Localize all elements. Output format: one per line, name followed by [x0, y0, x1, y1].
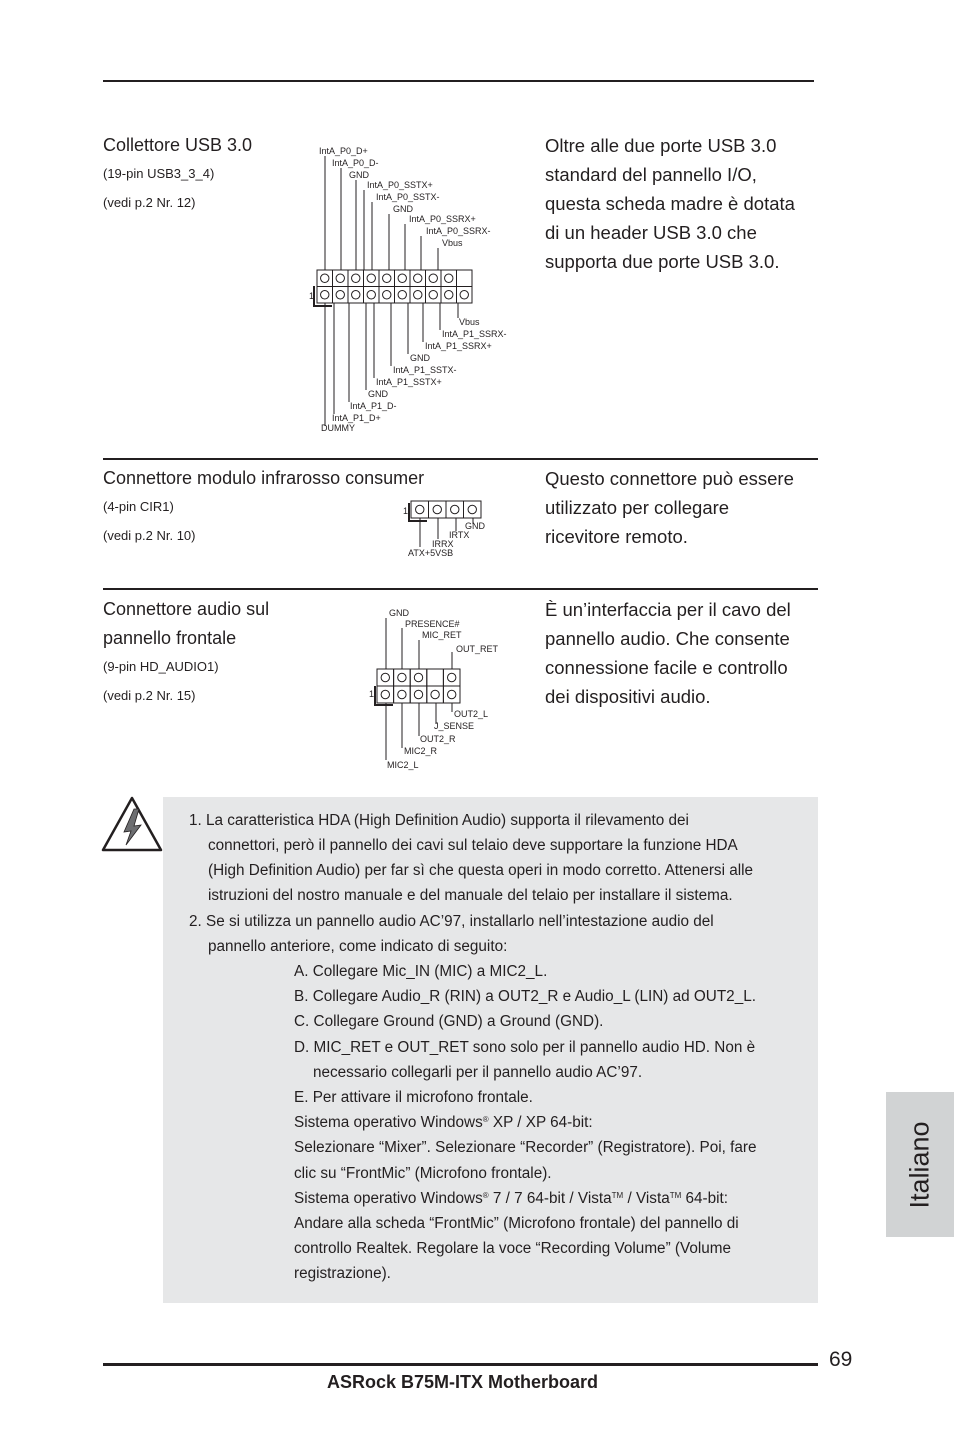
usb3-pin-label: IntA_P0_SSRX+: [409, 214, 476, 224]
audio-pin-label: GND: [389, 608, 409, 618]
pin: [431, 690, 439, 698]
usb3-title: Collettore USB 3.0: [103, 135, 253, 155]
pin-cell: [394, 686, 411, 703]
pin: [398, 673, 406, 681]
audio-pin1-marker: 1: [369, 689, 375, 699]
usb3-pin-label: GND: [368, 389, 388, 399]
page-number: 69: [829, 1348, 853, 1371]
usb3-pin-label: IntA_P1_SSRX-: [442, 329, 507, 339]
audio-pin-label: MIC2_R: [404, 746, 438, 756]
cir-ref: (vedi p.2 Nr. 10): [103, 528, 196, 543]
usb3-pin-label: IntA_P1_D-: [350, 401, 397, 411]
usb3-pin-label: IntA_P0_SSRX-: [426, 226, 491, 236]
pin: [398, 690, 406, 698]
pin-cell: [427, 669, 444, 686]
pin-cell: [394, 669, 411, 686]
audio-title: Connettore audio sul pannello frontale: [103, 599, 270, 648]
language-tab: [886, 1092, 954, 1237]
usb3-pin-label: IntA_P0_SSTX+: [367, 180, 433, 190]
note-1-cont: connettori, però il pannello dei cavi sul telaio deve supportare la funzione HDA (High Definition Audio) per far sì che questa operi in modo corretto. Attenersi alle istruzioni del nostro manuale e del manuale del telaio per installare il sistema.: [208, 837, 754, 905]
note-2-cont: pannello anteriore, come indicato di seguito:: [208, 938, 508, 955]
pin-cell: [377, 686, 394, 703]
cir-description: Questo connettore può essere utilizzato per collegare ricevitore remoto.: [545, 468, 794, 547]
audio-pin-label: OUT2_L: [454, 709, 489, 719]
usb3-pin-label: GND: [393, 204, 413, 214]
pin-cell: [443, 669, 460, 686]
os-xp-heading: Sistema operativo Windows® XP / XP 64-bit:: [294, 1114, 593, 1132]
cir-pin1-marker: 1: [403, 506, 409, 516]
cir-pin-count: (4-pin CIR1): [103, 499, 174, 514]
pin: [448, 673, 456, 681]
language-tab-label: Italiano: [904, 1120, 935, 1209]
usb3-pin-label: GND: [349, 170, 369, 180]
usb3-pin-label: Vbus: [442, 238, 463, 248]
pin-cell: [427, 686, 444, 703]
cir-title: Connettore modulo infrarosso consumer: [103, 468, 425, 488]
pin-cell: [410, 669, 427, 686]
audio-pin-label: OUT2_R: [420, 734, 456, 744]
usb3-pin-label: DUMMY: [321, 423, 355, 433]
usb3-pin-label: IntA_P0_SSTX-: [376, 192, 440, 202]
pin-cell: [443, 686, 460, 703]
usb3-pin-label: IntA_P1_D+: [332, 413, 381, 423]
note-2-steps: A. Collegare Mic_IN (MIC) a MIC2_L. B. Collegare Audio_R (RIN) a OUT2_R e Audio_L (LIN) ad OUT2_L. C. Collegare Ground (GND) a Ground (GND). D. MIC_RET e OUT_RET sono solo per il pannello audio HD. Non è necessario collegarli per il pannello audio AC’97. E. Per attivare il microfono frontale. Sistema operativo Windows® XP / XP 64-bit: Selezionare “Mixer”. Selezionare “Recorder” (Registratore). Poi, fare clic su “FrontMic” (Microfono frontale). Sistema operativo Windows® 7 / 7 64-bit / Vista™ / Vista™ 64-bit: Andare alla scheda “FrontMic” (Microfono frontale) del pannello di controllo Realtek. Regolare la voce “Recording Volume” (Volume registrazione).: [294, 963, 757, 1283]
usb3-description: Oltre alle due porte USB 3.0 standard del pannello I/O, questa scheda madre è dotata di un header USB 3.0 che supporta due porte USB 3.0.: [545, 135, 795, 272]
audio-description: È un’interfaccia per il cavo del pannello audio. Che consente connessione facile e controllo dei dispositivi audio.: [545, 599, 791, 707]
pin: [381, 690, 389, 698]
pin-cell: [377, 669, 394, 686]
os-7-heading: Sistema operativo Windows® 7 / 7 64-bit / Vista™ / Vista™ 64-bit:: [294, 1189, 729, 1207]
warning-lightning-icon: [100, 795, 164, 855]
usb3-pin-label: IntA_P1_SSRX+: [425, 341, 492, 351]
usb3-pin-label: Vbus: [459, 317, 480, 327]
pin: [448, 690, 456, 698]
footer-product: ASRock B75M-ITX Motherboard: [327, 1372, 599, 1392]
pin: [414, 673, 422, 681]
pin: [414, 690, 422, 698]
cir-pin-label: IRTX: [449, 530, 470, 540]
usb3-pin1-marker: 1: [309, 291, 315, 301]
audio-pin-count: (9-pin HD_AUDIO1): [103, 659, 219, 674]
usb3-pin-count: (19-pin USB3_3_4): [103, 166, 215, 181]
audio-pin-label: OUT_RET: [456, 644, 499, 654]
footer-rule: [103, 1363, 818, 1366]
note-1: 1. La caratteristica HDA (High Definition Audio) supporta il rilevamento dei: [189, 812, 689, 829]
pin-cell: [410, 686, 427, 703]
audio-pin-label: PRESENCE#: [405, 619, 460, 629]
cir-pin-label: IRRX: [432, 539, 454, 549]
cir-pin-label: GND: [465, 521, 485, 531]
usb3-pin-label: IntA_P0_D+: [319, 146, 368, 156]
usb3-ref: (vedi p.2 Nr. 12): [103, 195, 196, 210]
audio-ref: (vedi p.2 Nr. 15): [103, 688, 196, 703]
usb3-pin-label: IntA_P0_D-: [332, 158, 379, 168]
cir-pin-label: ATX+5VSB: [408, 548, 454, 558]
note-2: 2. Se si utilizza un pannello audio AC’97, installarlo nell’intestazione audio del: [189, 913, 714, 930]
pin: [381, 673, 389, 681]
usb3-pin-label: IntA_P1_SSTX-: [393, 365, 457, 375]
audio-pin-label: MIC2_L: [387, 760, 419, 770]
usb3-pin-label: GND: [410, 353, 430, 363]
usb3-pin-label: IntA_P1_SSTX+: [376, 377, 442, 387]
audio-pin-label: J_SENSE: [434, 721, 475, 731]
audio-pin-label: MIC_RET: [422, 630, 462, 640]
